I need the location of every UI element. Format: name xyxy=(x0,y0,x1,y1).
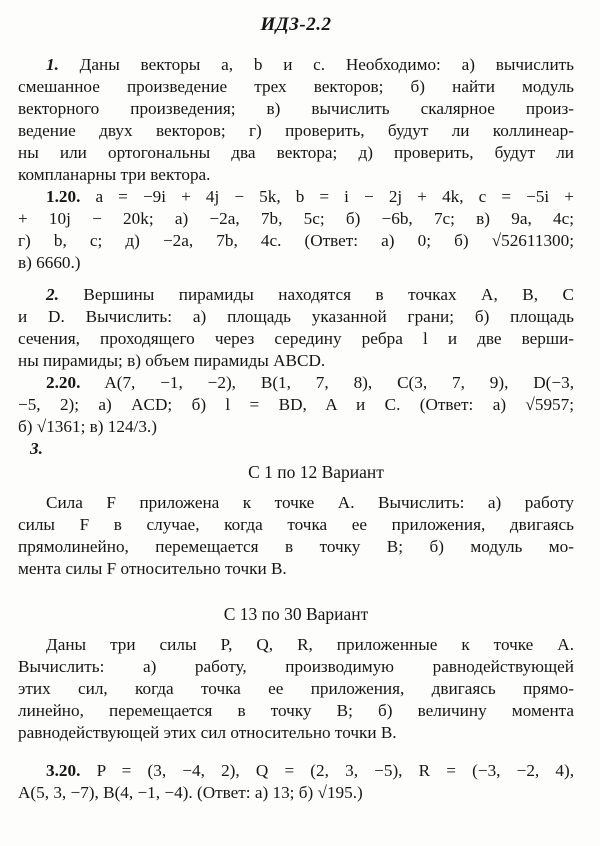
task-3-part-2-line-2: этих сил, когда точка ее приложения, двигаясь прямо- xyxy=(18,679,574,698)
variant-1-line-2: г) b, c; д) −2a, 7b, 4c. (Ответ: а) 0; б) √52611300; xyxy=(18,231,574,250)
variant-3-line-1: A(5, 3, −7), B(4, −1, −4). (Ответ: а) 13; б) √195.) xyxy=(18,783,363,802)
task-2-line-1: и D. Вычислить: а) площадь указанной грани; б) площадь xyxy=(18,307,574,326)
task-1-line-2: векторного произведения; в) вычислить скалярное произ- xyxy=(18,99,574,118)
variant-range-heading-2: С 13 по 30 Вариант xyxy=(223,604,369,624)
variant-1-line-1: + 10j − 20k; а) −2a, 7b, 5c; б) −6b, 7c; в) 9a, 4c; xyxy=(18,209,574,228)
variant-1-line xyxy=(18,186,574,208)
variant-2-line xyxy=(18,372,574,394)
task-1-line-0: Даны векторы a, b и c. Необходимо: а) вычислить xyxy=(79,55,574,74)
page-title: ИДЗ-2.2 xyxy=(260,14,332,35)
variant-range-heading-1: С 1 по 12 Вариант xyxy=(248,462,384,482)
task-3-part-2-line-3: линейно, перемещается в точку B; б) величину момента xyxy=(18,701,574,720)
variant-1-line-3: в) 6660.) xyxy=(18,253,81,272)
task-3 xyxy=(18,438,574,744)
task-2-line-3: ны пирамиды; в) объем пирамиды ABCD. xyxy=(18,351,326,370)
task-3-part-1-line-3: мента силы F относительно точки B. xyxy=(18,559,287,578)
task-3-part-1-line-0: Сила F приложена к точке A. Вычислить: а) работу xyxy=(46,493,574,512)
task-1-line-3: ведение двух векторов; г) проверить, будут ли коллинеар- xyxy=(18,121,574,140)
task-1 xyxy=(18,54,574,186)
variant-2-number: 2.20. xyxy=(46,373,81,392)
task-1-number: 1. xyxy=(46,55,59,74)
task-2-line-0: Вершины пирамиды находятся в точках A, B, C xyxy=(83,285,574,304)
variant-2-line-2: б) √1361; в) 124/3.) xyxy=(18,417,157,436)
variant-3-line-0: P = (3, −4, 2), Q = (2, 3, −5), R = (−3, −2, 4), xyxy=(96,761,574,780)
task-1-line-5: компланарны три вектора. xyxy=(18,165,211,184)
task-3-part-2-line-1: Вычислить: а) работу, производимую равнодействующей xyxy=(18,657,574,676)
task-3-number: 3. xyxy=(30,439,43,458)
task-3-part-1-line-2: прямолинейно, перемещается в точку B; б) модуль мо- xyxy=(18,537,574,556)
task-3-part-1-line-1: силы F в случае, когда точка ее приложения, двигаясь xyxy=(18,515,574,534)
task-2-number: 2. xyxy=(46,285,59,304)
task-2 xyxy=(18,284,574,372)
task-3-part-2-line-0: Даны три силы P, Q, R, приложенные к точке A. xyxy=(46,635,574,654)
variant-2-line-1: −5, 2); а) ACD; б) l = BD, A и C. (Ответ: а) √5957; xyxy=(18,395,574,414)
variant-2-line-0: A(7, −1, −2), B(1, 7, 8), C(3, 7, 9), D(−3, xyxy=(104,373,574,392)
variant-3-line xyxy=(18,760,574,782)
task-2-line-2: сечения, проходящего через середину ребра l и две верши- xyxy=(18,329,574,348)
variant-1-line-0: a = −9i + 4j − 5k, b = i − 2j + 4k, c = −5i + xyxy=(95,187,574,206)
variant-1-20 xyxy=(18,186,574,274)
variant-1-number: 1.20. xyxy=(46,187,81,206)
variant-2-20 xyxy=(18,372,574,438)
variant-3-number: 3.20. xyxy=(46,761,81,780)
task-1-line-4: ны или ортогональны два вектора; д) проверить, будут ли xyxy=(18,143,574,162)
task-1-line-1: смешанное произведение трех векторов; б) найти модуль xyxy=(18,77,574,96)
task-2-line xyxy=(18,284,574,306)
task-3-number-line xyxy=(18,438,574,460)
task-3-part-2-line-4: равнодействующей этих сил относительно точки B. xyxy=(18,723,397,742)
variant-3-20 xyxy=(18,760,574,804)
task-1-line xyxy=(18,54,574,76)
